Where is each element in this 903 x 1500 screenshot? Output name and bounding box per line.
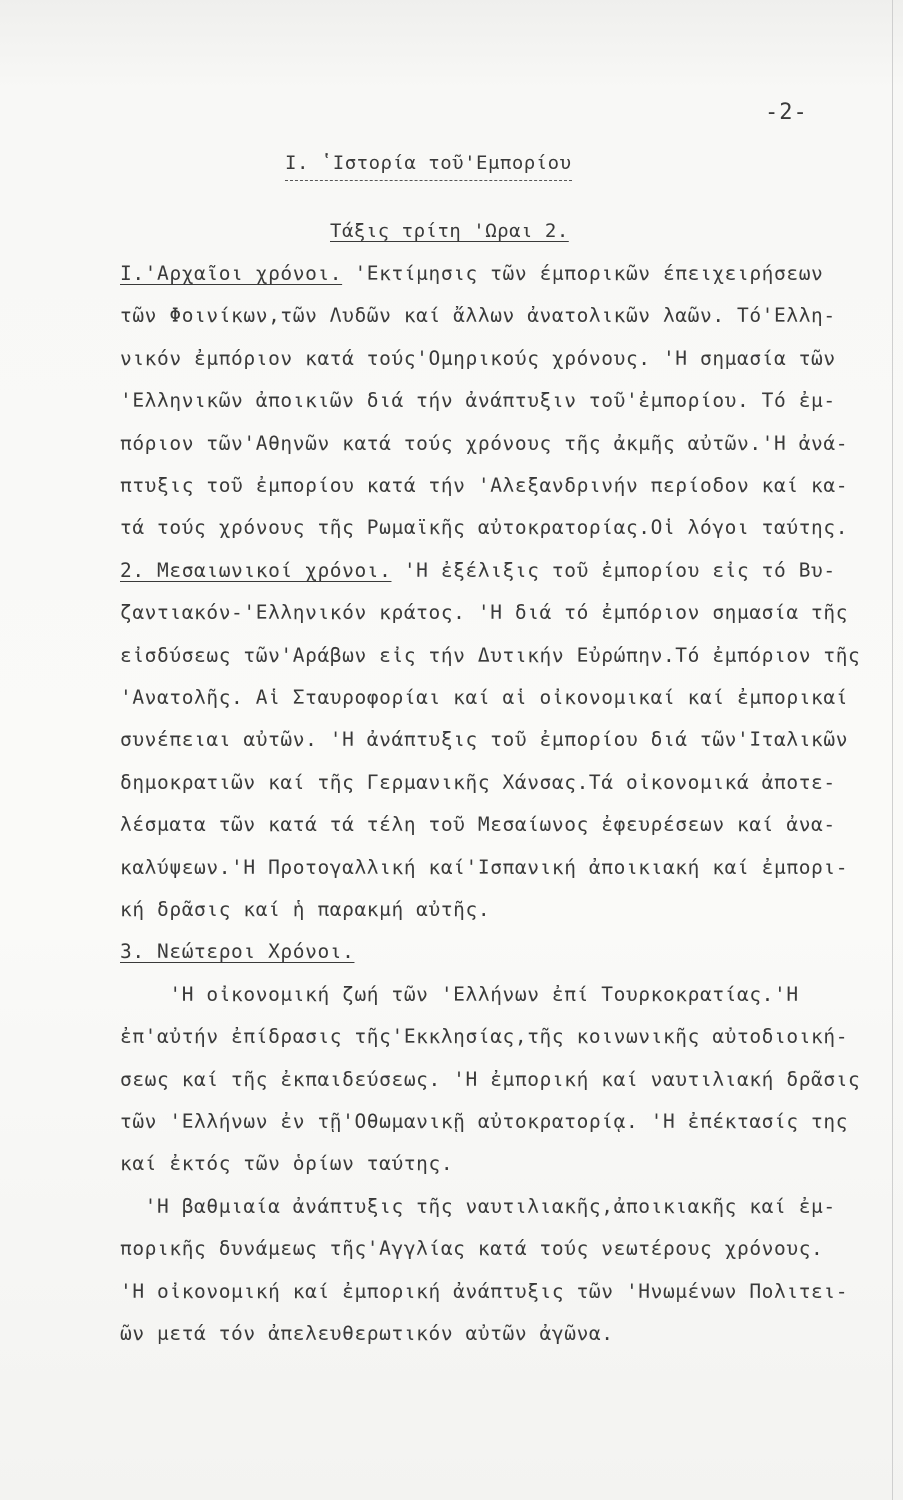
text-line (120, 686, 848, 709)
section-heading: 3. Νεώτεροι Χρόνοι. (120, 940, 355, 964)
text-line (120, 559, 836, 582)
page-number: -2- (765, 100, 808, 125)
page-edge (892, 0, 893, 1500)
line-text: λέσματα τῶν κατά τά τέλη τοῦ Μεσαίωνος ἐφευρέσεων καί ἀνα- (120, 813, 836, 837)
line-text: δημοκρατιῶν καί τῆς Γερμανικῆς Χάνσας.Τά οἰκονομικά ἀποτε- (120, 770, 836, 794)
line-text: ζαντιακόν-'Ελληνικόν κράτος. 'Η διά τό ἐμπόριον σημασία τῆς (120, 601, 849, 625)
line-text: τῶν Φοινίκων,τῶν Λυδῶν καί ἄλλων ἀνατολικῶν λαῶν. Τό'Ελλη- (120, 304, 836, 328)
text-line (120, 813, 836, 836)
line-text: πορικῆς δυνάμεως τῆς'Αγγλίας κατά τούς νεωτέρους χρόνους. (120, 1237, 824, 1261)
line-text: πτυξις τοῦ ἐμπορίου κατά τήν 'Αλεξανδρινήν περίοδον καί κα- (120, 474, 849, 497)
text-line (120, 432, 848, 455)
line-text: ἐπ'αὐτήν ἐπίδρασις τῆς'Εκκλησίας,τῆς κοινωνικῆς αὐτοδιοική- (120, 1025, 849, 1049)
line-text: 'Η βαθμιαία ἀνάπτυξις τῆς ναυτιλιακῆς,ἀποικιακῆς καί ἐμ- (120, 1194, 836, 1218)
text-line (120, 898, 490, 921)
page-title (285, 152, 572, 181)
text-line (120, 771, 836, 794)
line-text: τῶν 'Ελλήνων ἐν τῇ'Οθωμανικῇ αὐτοκρατορίᾳ. 'Η ἐπέκτασίς της (120, 1110, 849, 1133)
text-line (120, 1322, 614, 1345)
text-line (120, 516, 848, 539)
title-underline (285, 180, 572, 181)
line-text: 'Η ἐξέλιξις τοῦ ἐμπορίου εἰς τό Βυ- (391, 558, 836, 582)
line-text: κή δρᾶσις καί ἡ παρακμή αὐτῆς. (120, 898, 491, 921)
text-line (120, 262, 823, 285)
text-line (120, 304, 836, 327)
text-line (120, 1195, 836, 1218)
text-line (120, 1152, 453, 1175)
line-text: σεως καί τῆς ἐκπαιδεύσεως. 'Η ἐμπορική καί ναυτιλιακή δρᾶσις (120, 1067, 861, 1091)
text-line (120, 347, 836, 370)
line-text: 'Η οἰκονομική ζωή τῶν 'Ελλήνων ἐπί Τουρκοκρατίας.'Η (120, 982, 799, 1006)
text-line (120, 940, 354, 963)
page-title-text: I. ʽΙστορία τοῦ'Εμπορίου (285, 152, 572, 174)
text-line (120, 644, 860, 667)
line-text: νικόν ἐμπόριον κατά τούς'Ομηρικούς χρόνους. 'Η σημασία τῶν (120, 346, 836, 370)
line-text: 'Ελληνικῶν ἀποικιῶν διά τήν ἀνάπτυξιν τοῦ'ἐμπορίου. Τό ἐμ- (120, 389, 836, 413)
line-text: 'Η οἰκονομική καί ἐμπορική ἀνάπτυξις τῶν 'Ηνωμένων Πολιτει- (120, 1279, 849, 1303)
text-line (120, 1025, 848, 1048)
text-line (120, 983, 799, 1006)
section-heading: 2. Μεσαιωνικοί χρόνοι. (120, 558, 392, 582)
text-line (120, 1237, 823, 1260)
text-line (120, 601, 848, 624)
line-text: καί ἐκτός τῶν ὁρίων ταύτης. (120, 1152, 454, 1176)
line-text: 'Εκτίμησις τῶν έμπορικῶν έπειχειρήσεων (342, 262, 824, 285)
text-line (120, 1280, 848, 1303)
text-line (120, 728, 848, 751)
text-line (120, 1068, 860, 1091)
text-line (120, 1110, 848, 1133)
line-text: καλύψεων.'Η Προτογαλλική καί'Ισπανική ἀποικιακή καί ἐμπορι- (120, 855, 849, 879)
line-text: εἰσδύσεως τῶν'Αράβων εἰς τήν Δυτικήν Εὐρώπην.Τό ἐμπόριον τῆς (120, 643, 861, 667)
line-text: πόριον τῶν'Αθηνῶν κατά τούς χρόνους τῆς ἀκμῆς αὐτῶν.'Η ἀνά- (120, 431, 849, 455)
line-text: ῶν μετά τόν ἀπελευθερωτικόν αὐτῶν ἀγῶνα. (120, 1322, 614, 1345)
line-text: συνέπειαι αὐτῶν. 'Η ἀνάπτυξις τοῦ ἐμπορίου διά τῶν'Ιταλικῶν (120, 728, 849, 752)
text-line (120, 856, 848, 879)
text-line (120, 474, 848, 497)
line-text: τά τούς χρόνους τῆς Ρωμαϊκῆς αὐτοκρατορίας.Οἱ λόγοι ταύτης. (120, 516, 849, 540)
line-text: 'Ανατολῆς. Αἱ Σταυροφορίαι καί αἱ οἰκονομικαί καί ἐμπορικαί (120, 686, 849, 709)
text-line (120, 389, 836, 412)
page-subtitle: Τάξις τρίτη 'Ωραι 2. (330, 220, 569, 242)
section-heading: I.'Αρχαῖοι χρόνοι. (120, 262, 343, 285)
